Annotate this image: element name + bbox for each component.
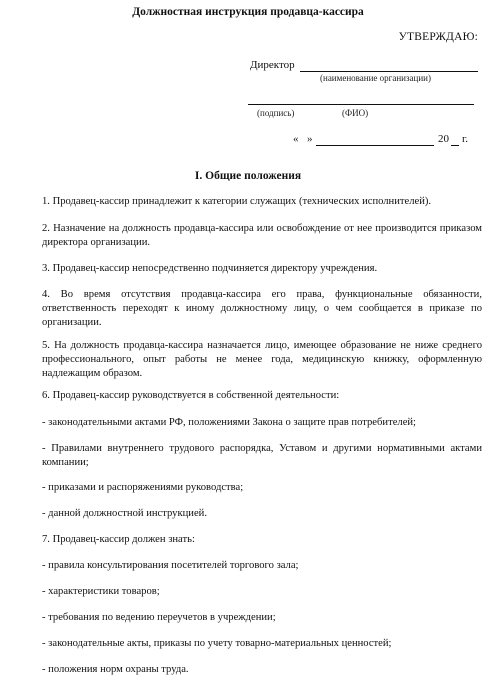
document-title: Должностная инструкция продавца-кассира [132, 6, 364, 18]
paragraph-text: 7. Продавец-кассир должен знать: [42, 534, 195, 545]
list-item-text: - законодательные акты, приказы по учету товарно-материальных ценностей; [42, 638, 392, 649]
director-label: Директор [250, 59, 295, 71]
paragraph-text: 2. Назначение на должность продавца-кассира или освобождение от нее производится приказом директора организации. [42, 223, 482, 248]
list-item-text: - правила консультирования посетителей торгового зала; [42, 560, 299, 571]
date-line [316, 145, 434, 146]
list-item-text: - данной должностной инструкцией. [42, 508, 207, 519]
list-item-1 [42, 416, 482, 430]
list-item-text: - положения норм охраны труда. [42, 664, 189, 675]
paragraph-1 [42, 195, 482, 209]
paragraph-7 [42, 533, 482, 547]
list-item-4 [42, 507, 482, 521]
list-item-text: - Правилами внутреннего трудового распорядка, Уставом и другими нормативными актами компании; [42, 443, 482, 468]
organization-caption: (наименование организации) [320, 73, 431, 83]
list-item-7 [42, 611, 482, 625]
section-title: I. Общие положения [194, 170, 302, 182]
list-item-3 [42, 481, 482, 495]
list-item-8 [42, 637, 482, 651]
paragraph-text: 6. Продавец-кассир руководствуется в собственной деятельности: [42, 390, 340, 401]
list-item-text: - требования по ведению переучетов в учреждении; [42, 612, 276, 623]
signature-fio-line [248, 104, 474, 105]
list-item-text: - характеристики товаров; [42, 586, 160, 597]
list-item-5 [42, 559, 482, 573]
paragraph-2 [42, 222, 482, 250]
paragraph-text: 3. Продавец-кассир непосредственно подчиняется директору учреждения. [42, 263, 378, 274]
date-open-quote: « [293, 133, 299, 145]
year-prefix: 20 [438, 133, 449, 145]
list-item-9 [42, 663, 482, 677]
year-line [451, 145, 459, 146]
approve-label: УТВЕРЖДАЮ: [398, 31, 478, 43]
list-item-text: - приказами и распоряжениями руководства; [42, 482, 244, 493]
paragraph-4 [42, 288, 482, 330]
organization-line [300, 71, 478, 72]
paragraph-text: 1. Продавец-кассир принадлежит к категории служащих (технических исполнителей). [42, 196, 432, 207]
list-item-text: - законодательными актами РФ, положениями Закона о защите прав потребителей; [42, 417, 417, 428]
paragraph-text: 4. Во время отсутствия продавца-кассира его права, функциональные обязанности, ответственность переходят к иному должностному лицу, о чем сообщается в приказе по организации. [42, 289, 482, 328]
year-suffix: г. [462, 133, 469, 145]
paragraph-3 [42, 262, 482, 276]
list-item-2 [42, 442, 482, 470]
date-close-quote: » [307, 133, 313, 145]
signature-caption: (подпись) [257, 108, 295, 118]
fio-caption: (ФИО) [342, 108, 369, 118]
list-item-6 [42, 585, 482, 599]
paragraph-6 [42, 389, 482, 403]
paragraph-text: 5. На должность продавца-кассира назначается лицо, имеющее образование не ниже среднего профессионального, опыт работы не менее года, медицинскую книжку, оформленную надлежащим образом. [42, 340, 482, 379]
paragraph-5 [42, 339, 482, 381]
